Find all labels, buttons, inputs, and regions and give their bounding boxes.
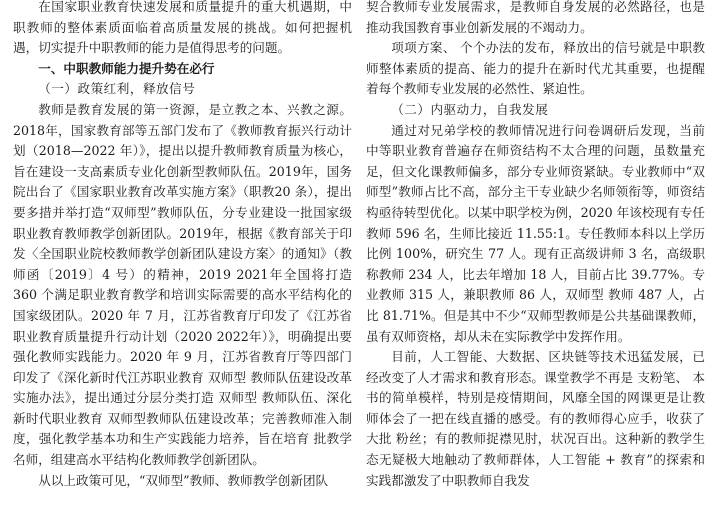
subsection-heading-policy: （一）政策红利，释放信号 [38, 81, 196, 97]
section-heading: 一、中职教师能力提升势在必行 [38, 60, 215, 76]
left-column [13, 0, 352, 519]
policy-summary-paragraph: 从以上政策可见，“双师型”教师、教师教学创新团队 [38, 472, 329, 488]
right-column [366, 0, 705, 519]
policy-paragraph: 教师是教育发展的第一资源，是立教之本、兴教之源。2018年，国家教育部等五部门发布了《教师教育振兴行动计划（2018—2022 年）》，提出以提升教师教育质量为核心，旨在建设一支高素质专业化创新型教师队伍。2019年，国务院出台了《国家职业教育改革实施方案》（职教20 条），提出要多措并举打造“双师型”教师队伍，分专业建设一批国家级职业教育教师教学创新团队。2019年，根据《教育部关于印发〈全国职业院校教师教学创新团队建设方案〉的通知》（教师函〔2019〕4 号）的精神，2019 2021年全国将打造 360 个满足职业教育教学和培训实际需要的高水平结构化的国家级团队。2020 年 7 月，江苏省教育厅印发了《江苏省职业教育质量提升行动计划（2020 2022年）》，明确提出要强化教师实践能力。2020 年 9 月，江苏省教育厅等四部门印发了《深化新时代江苏职业教育 双师型 教师队伍建设改革实施办法》，提出通过分层分类打造 双师型 教师队伍、深化新时代职业教育 双师型教师队伍建设改革；完善教师准入制度，强化教学基本功和生产实践能力培养，旨在培育 批教学名师，组建高水平结构化教师教学创新团队。 [13, 101, 352, 468]
intro-paragraph: 在国家职业教育快速发展和质量提升的重大机遇期，中职教师的整体素质面临着高质量发展的挑战。如何把握机遇，切实提升中职教师的能力是值得思考的问题。 [13, 0, 352, 56]
signal-paragraph: 项项方案、 个个办法的发布，释放出的信号就是中职教师整体素质的提高、能力的提升在新时代尤其重要，也提醒着每个教师专业发展的必然性、紧迫性。 [366, 40, 705, 97]
technology-paragraph: 目前，人工智能、大数据、区块链等技术迅猛发展，已经改变了人才需求和教育形态。课堂教学不再是 支粉笔、 本书的简单模样，特别是疫情期间，风靡全国的网课更是让教师体会了一把在线直播的感受。有的教师得心应手，收获了大批 粉丝；有的教师捉襟见肘，状况百出。这种新的教学生态无疑极大地触动了教师群体，人工智能 + 教育”的探索和实践都激发了中职教师自我发 [366, 349, 705, 488]
continuation-paragraph: 契合教师专业发展需求，是教师自身发展的必然路径，也是推动我国教育事业创新发展的不竭动力。 [366, 0, 705, 35]
survey-paragraph: 通过对兄弟学校的教师情况进行问卷调研后发现，当前中等职业教育普遍存在师资结构不太合理的问题，虽数量充足，但文化课教师偏多，部分专业师资紧缺。专业教师中“双师型”教师占比不高，部分主干专业缺少名师领衔等，师资结构亟待转型优化。以某中职学校为例，2020 年该校现有专任教师 596 名，生师比接近 11.55:1。专任教师本科以上学历比例 100%，研究生 77 人。现有正高级讲师 3 名，高级职称教师 234 人，比去年增加 18 人，目前占比 39.77%。专业教师 315 人，兼职教师 86 人，双师型 教师 487 人，占比 81.71%。但是其中不少“双师型教师是公共基础课教师，虽有双师资格，却从未在实际教学中发挥作用。 [366, 122, 705, 344]
subsection-heading-drive: （二）内驱动力，自我发展 [391, 101, 549, 117]
